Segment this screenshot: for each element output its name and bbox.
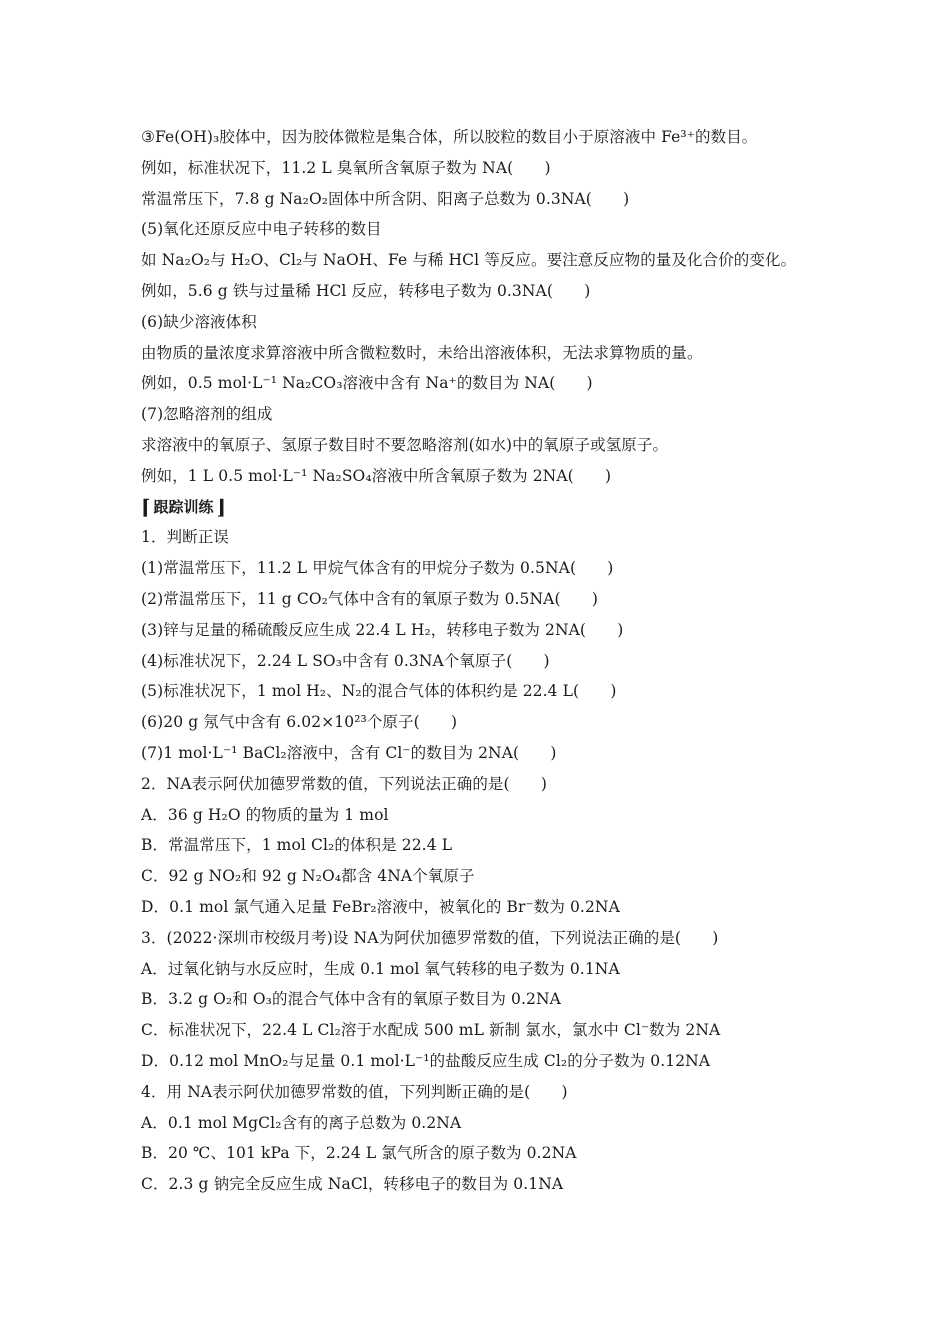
right-bracket: ⌋ [216, 494, 226, 519]
exercise-section [141, 522, 841, 1200]
question-item: (5)标准状况下，1 mol H₂、N₂的混合气体的体积约是 22.4 L( ) [141, 682, 617, 701]
text-line: ③Fe(OH)₃胶体中，因为胶体微粒是集合体，所以胶粒的数目小于原溶液中 Fe³⁺的数目。 [141, 128, 758, 146]
answer-option: A．36 g H₂O 的物质的量为 1 mol [141, 805, 389, 824]
text-line: 例如，标准状况下，11.2 L 臭氧所含氧原子数为 NA( ) [141, 158, 551, 177]
question-title: 1．判断正误 [141, 528, 229, 547]
question-item: (2)常温常压下，11 g CO₂气体中含有的氧原子数为 0.5NA( ) [141, 589, 598, 608]
subsection-title: (6)缺少溶液体积 [141, 312, 257, 331]
answer-option: D．0.12 mol MnO₂与足量 0.1 mol·L⁻¹的盐酸反应生成 Cl₂的分子数为 0.12NA [141, 1051, 711, 1070]
section-heading-text: 跟踪训练 [153, 498, 214, 517]
subsection-title: (5)氧化还原反应中电子转移的数目 [141, 220, 382, 239]
question-item: (7)1 mol·L⁻¹ BaCl₂溶液中，含有 Cl⁻的数目为 2NA( ) [141, 743, 557, 762]
answer-option: D．0.1 mol 氯气通入足量 FeBr₂溶液中，被氧化的 Br⁻数为 0.2NA [141, 897, 620, 916]
text-line: 常温常压下，7.8 g Na₂O₂固体中所含阴、阳离子总数为 0.3NA( ) [141, 189, 630, 208]
answer-option: B．常温常压下，1 mol Cl₂的体积是 22.4 L [141, 836, 453, 855]
intro-section [141, 122, 841, 492]
left-bracket: ⌈ [141, 494, 151, 519]
question-title: 4．用 NA表示阿伏加德罗常数的值，下列判断正确的是( ) [141, 1082, 568, 1101]
answer-option: C．标准状况下，22.4 L Cl₂溶于水配成 500 mL 新制 氯水，氯水中 Cl⁻数为 2NA [141, 1021, 721, 1040]
text-line: 例如，1 L 0.5 mol·L⁻¹ Na₂SO₄溶液中所含氧原子数为 2NA( ) [141, 466, 612, 485]
answer-option: B．20 ℃、101 kPa 下，2.24 L 氯气所含的原子数为 0.2NA [141, 1144, 577, 1163]
question-title: 2．NA表示阿伏加德罗常数的值，下列说法正确的是( ) [141, 774, 548, 793]
answer-option: C．92 g NO₂和 92 g N₂O₄都含 4NA个氧原子 [141, 867, 475, 886]
text-line: 由物质的量浓度求算溶液中所含微粒数时，未给出溶液体积，无法求算物质的量。 [141, 343, 703, 362]
question-item: (3)锌与足量的稀硫酸反应生成 22.4 L H₂，转移电子数为 2NA( ) [141, 620, 624, 639]
page-content [141, 122, 841, 1200]
answer-option: A．过氧化钠与水反应时，生成 0.1 mol 氧气转移的电子数为 0.1NA [141, 959, 620, 978]
text-line: 如 Na₂O₂与 H₂O、Cl₂与 NaOH、Fe 与稀 HCl 等反应。要注意反应物的量及化合价的变化。 [141, 251, 797, 270]
text-line: 求溶液中的氧原子、氢原子数目时不要忽略溶剂(如水)中的氧原子或氢原子。 [141, 435, 669, 454]
answer-option: C．2.3 g 钠完全反应生成 NaCl，转移电子的数目为 0.1NA [141, 1175, 564, 1194]
question-item: (6)20 g 氖气中含有 6.02×10²³个原子( ) [141, 713, 458, 732]
question-item: (4)标准状况下，2.24 L SO₃中含有 0.3NA个氧原子( ) [141, 651, 550, 670]
question-title: 3．(2022·深圳市校级月考)设 NA为阿伏加德罗常数的值，下列说法正确的是( ) [141, 928, 719, 947]
section-heading [141, 492, 841, 523]
text-line: 例如，5.6 g 铁与过量稀 HCl 反应，转移电子数为 0.3NA( ) [141, 281, 591, 300]
text-line: 例如，0.5 mol·L⁻¹ Na₂CO₃溶液中含有 Na⁺的数目为 NA( ) [141, 374, 593, 393]
subsection-title: (7)忽略溶剂的组成 [141, 405, 273, 424]
answer-option: A．0.1 mol MgCl₂含有的离子总数为 0.2NA [141, 1113, 462, 1132]
question-item: (1)常温常压下，11.2 L 甲烷气体含有的甲烷分子数为 0.5NA( ) [141, 559, 614, 578]
answer-option: B．3.2 g O₂和 O₃的混合气体中含有的氧原子数目为 0.2NA [141, 990, 561, 1009]
